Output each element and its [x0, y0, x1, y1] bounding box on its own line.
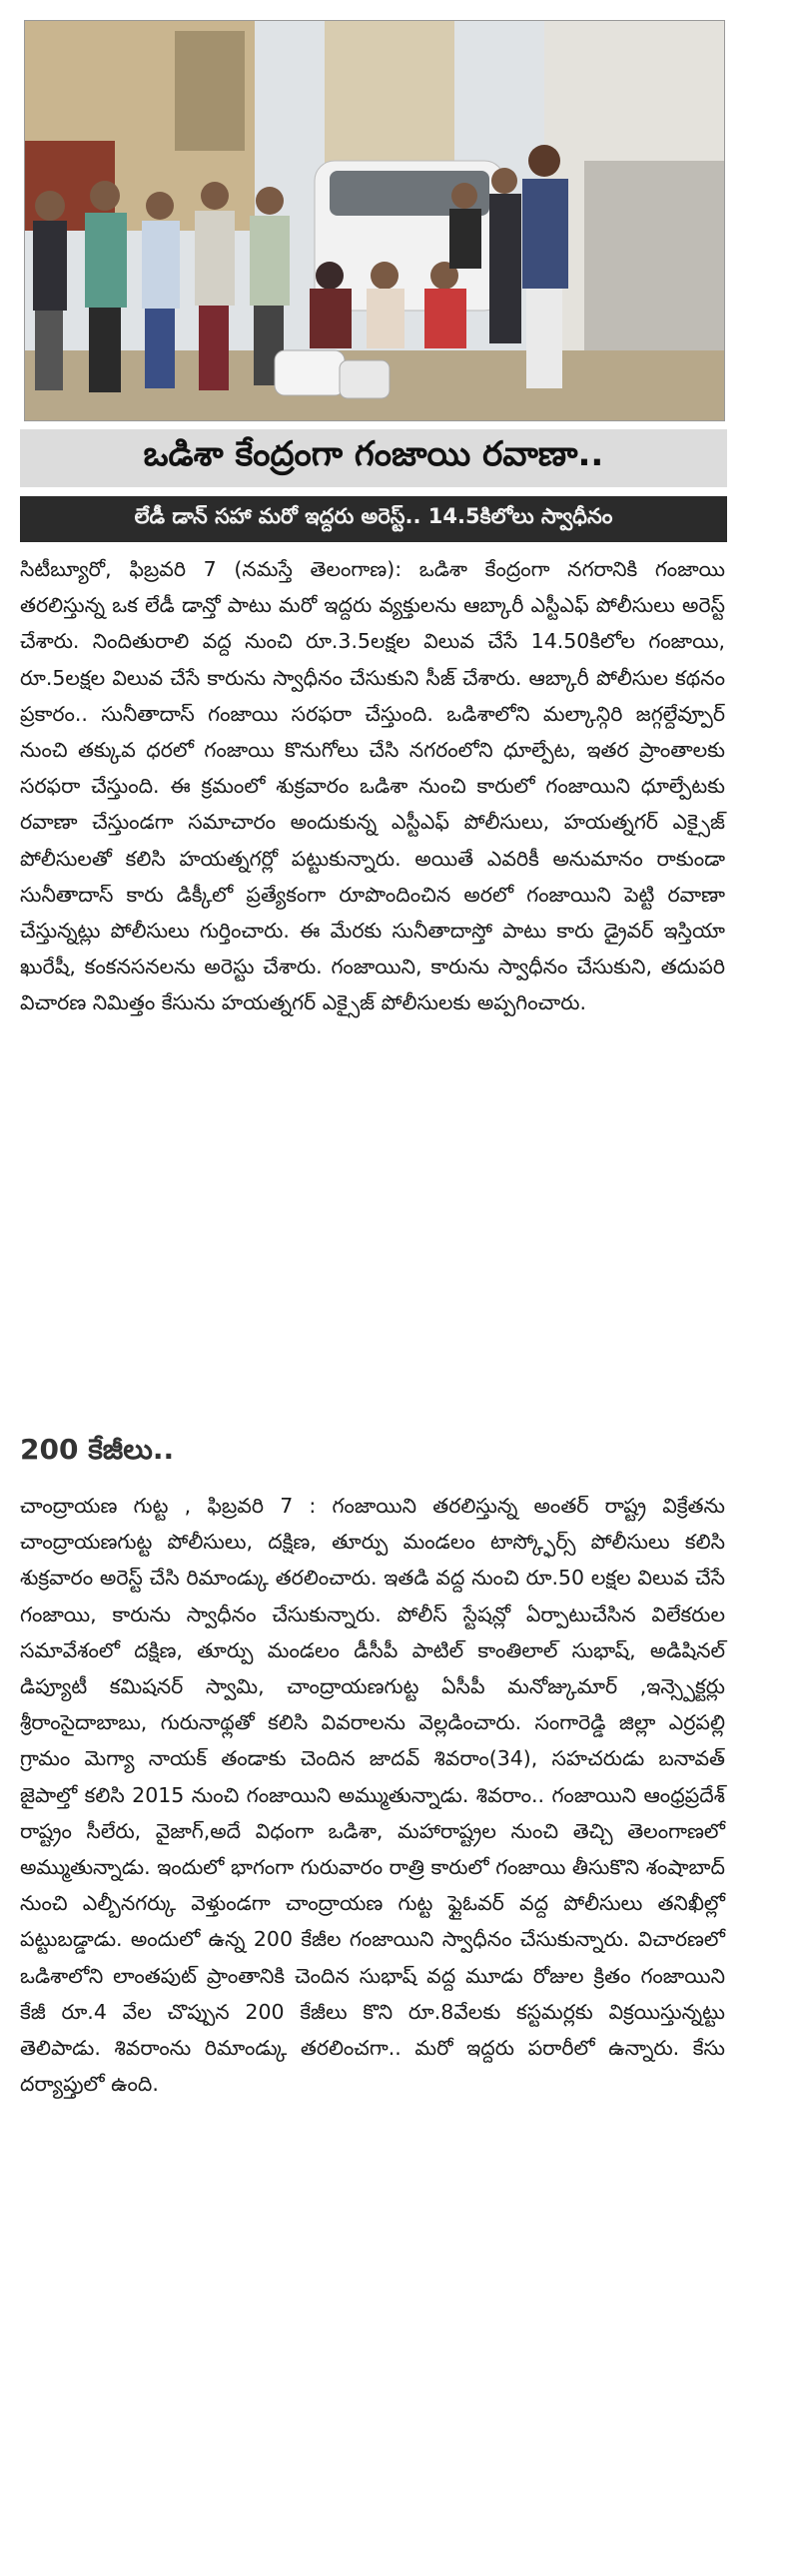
- subheadline: లేడీ డాన్ సహా మరో ఇద్దరు అరెస్ట్.. 14.5కిలోలు స్వాధీనం: [20, 496, 727, 542]
- article-body-1: [20, 551, 725, 1021]
- section-heading: 200 కేజీలు..: [20, 1433, 175, 1466]
- article1-paragraph: సిటీబ్యూరో, ఫిబ్రవరి 7 (నమస్తే తెలంగాణ): ఒడిశా కేంద్రంగా నగరానికి గంజాయి తరలిస్తున్న ఒక లేడీ డాన్తో పాటు మరో ఇద్దరు వ్యక్తులను ఆబ్కారీ ఎస్టీఎఫ్ పోలీసులు అరెస్ట్ చేశారు. నిందితురాలి వద్ద నుంచి రూ.3.5లక్షల విలువ చేసే 14.50కిలోల గంజాయి, రూ.5లక్షల విలువ చేసే కారును స్వాధీనం చేసుకుని సీజ్ చేశారు. ఆబ్కారీ పోలీసుల కథనం ప్రకారం.. సునీతాదాస్ గంజాయి సరఫరా చేస్తుంది. ఒడిశాలోని మల్కాన్గిరి జగ్గల్దేవ్పూర్ నుంచి తక్కువ ధరలో గంజాయి కొనుగోలు చేసి నగరంలోని ధూల్పేట, ఇతర ప్రాంతాలకు సరఫరా చేస్తుంది. ఈ క్రమంలో శుక్రవారం ఒడిశా నుంచి కారులో గంజాయిని ధూల్పేటకు రవాణా చేస్తుండగా సమాచారం అందుకున్న ఎస్టీఎఫ్ పోలీసులు, హయత్నగర్ ఎక్సైజ్ పోలీసులతో కలిసి హయత్నగర్లో పట్టుకున్నారు. అయితే ఎవరికీ అనుమానం రాకుండా సునీతాదాస్ కారు డిక్కీలో ప్రత్యేకంగా రూపొందించిన అరలో గంజాయిని పెట్టి రవాణా చేస్తున్నట్లు పోలీసులు గుర్తించారు. ఈ మేరకు సునీతాదాస్తో పాటు కారు డ్రైవర్ ఇస్తియా ఖురేషీ, కంకనసనలను అరెస్టు చేశారు. గంజాయిని, కారును స్వాధీనం చేసుకుని, తదుపరి విచారణ నిమిత్తం కేసును హయత్నగర్ ఎక్సైజ్ పోలీసులకు అప్పగించారు.: [20, 557, 725, 1015]
- news-photo: [24, 20, 725, 421]
- article-body-2: [20, 1488, 725, 2102]
- headline: ఒడిశా కేంద్రంగా గంజాయి రవాణా..: [20, 429, 727, 487]
- article2-paragraph: చాంద్రాయణ గుట్ట , ఫిబ్రవరి 7 : గంజాయిని తరలిస్తున్న అంతర్ రాష్ట్ర విక్రేతను చాంద్రాయణగుట్ట పోలీసులు, దక్షిణ, తూర్పు మండలం టాస్క్ఫోర్స్ పోలీసులు కలిసి శుక్రవారం అరెస్ట్ చేసి రిమాండ్కు తరలించారు. ఇతడి వద్ద నుంచి రూ.50 లక్షల విలువ చేసే గంజాయి, కారును స్వాధీనం చేసుకున్నారు. పోలీస్ స్టేషన్లో ఏర్పాటుచేసిన విలేకరుల సమావేశంలో దక్షిణ, తూర్పు మండలం డీసీపీ పాటిల్ కాంతిలాల్ సుభాష్, అడిషినల్ డిప్యూటీ కమిషనర్ స్వామి, చాంద్రాయణగుట్ట ఏసీపీ మనోజ్కుమార్ ,ఇన్స్పెక్టర్లు శ్రీరాంసైదాబాబు, గురునాథ్లతో కలిసి వివరాలను వెల్లడించారు. సంగారెడ్డి జిల్లా ఎర్రపల్లి గ్రామం మెగ్యా నాయక్ తండాకు చెందిన జాదవ్ శివరాం(34), సహచరుడు బనావత్ జైపాల్తో కలిసి 2015 నుంచి గంజాయిని అమ్ముతున్నాడు. శివరాం.. గంజాయిని ఆంధ్రప్రదేశ్ రాష్ట్రం సీలేరు, వైజాగ్,అదే విధంగా ఒడిశా, మహారాష్ట్రల నుంచి తెచ్చి తెలంగాణలో అమ్ముతున్నాడు. ఇందులో భాగంగా గురువారం రాత్రి కారులో గంజాయి తీసుకొని శంషాబాద్ నుంచి ఎల్బీనగర్కు వెళ్తుండగా చాంద్రాయణ గుట్ట ఫ్లైఓవర్ వద్ద పోలీసులు తనిఖీల్లో పట్టుబడ్డాడు. అందులో ఉన్న 200 కేజీల గంజాయిని స్వాధీనం చేసుకున్నారు. విచారణలో ఒడిశాలోని లాంతపుట్ ప్రాంతానికి చెందిన సుభాష్ వద్ద మూడు రోజుల క్రితం గంజాయిని కేజీ రూ.4 వేల చొప్పున 200 కేజీలు కొని రూ.8వేలకు కస్టమర్లకు విక్రయిస్తున్నట్టు తెలిపాడు. శివరాంను రిమాండ్కు తరలించగా.. మరో ఇద్దరు పరారీలో ఉన్నారు. కేసు దర్యాప్తులో ఉంది.: [20, 1494, 725, 2097]
